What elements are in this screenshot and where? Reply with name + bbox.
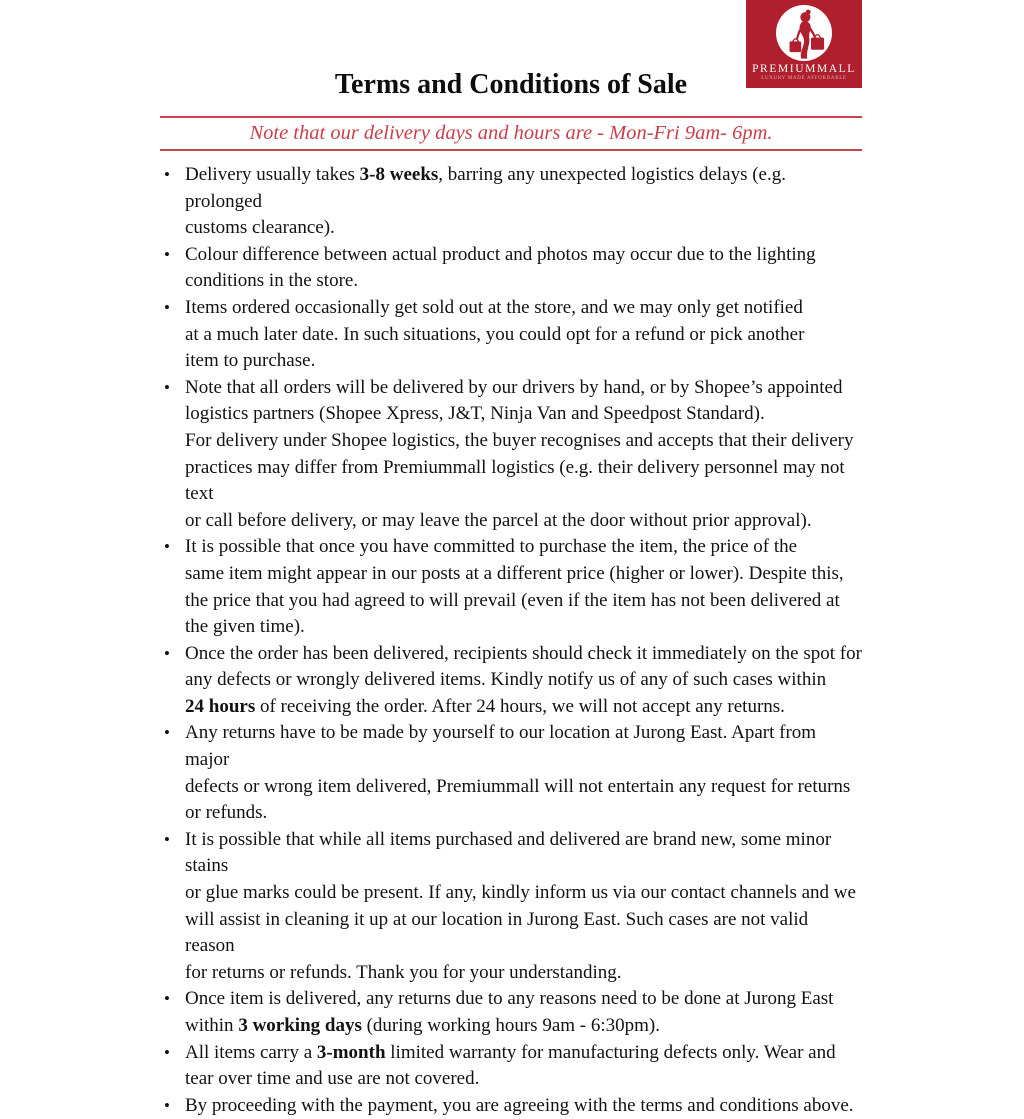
term-item [160, 162, 862, 242]
bullet-icon: • [164, 1042, 170, 1062]
term-text: By proceeding with the payment, you are agreeing with the terms and conditions above. [185, 1094, 854, 1116]
term-item [160, 641, 862, 721]
term-item [160, 375, 862, 535]
term-item [160, 720, 862, 826]
divider-line-bottom [160, 149, 862, 151]
term-item [160, 827, 862, 987]
document-content [160, 0, 862, 1119]
bullet-icon: • [164, 297, 170, 317]
bullet-icon: • [164, 643, 170, 663]
terms-list [160, 162, 862, 1119]
term-text: Note that all orders will be delivered by our drivers by hand, or by Shopee’s appointed logistics partners (Shopee Xpress, J&T, Ninja Van and Speedpost Standard). For delivery under Shopee logistics, the buyer recognises and accepts that their delivery practices may differ from Premiummall logistics (e.g. their delivery personnel may not text or call before delivery, or may leave the parcel at the door without prior approval). [185, 376, 854, 531]
page-title: Terms and Conditions of Sale [334, 69, 688, 100]
term-text: Any returns have to be made by yourself to our location at Jurong East. Apart from major defects or wrong item delivered, Premiummall will not entertain any request for returns or refunds. [185, 722, 851, 824]
bullet-icon: • [164, 829, 170, 849]
term-text: Once item is delivered, any returns due to any reasons need to be done at Jurong East within 3 working days (during working hours 9am - 6:30pm). [185, 988, 834, 1036]
term-item [160, 242, 862, 295]
term-text: Delivery usually takes 3-8 weeks, barring any unexpected logistics delays (e.g. prolonged customs clearance). [185, 164, 786, 239]
term-text: Items ordered occasionally get sold out at the store, and we may only get notified at a much later date. In such situations, you could opt for a refund or pick another item to purchase. [185, 296, 805, 372]
term-item [160, 1040, 862, 1093]
bullet-icon: • [164, 165, 170, 184]
term-text: All items carry a 3-month limited warranty for manufacturing defects only. Wear and tear over time and use are not covered. [185, 1041, 836, 1090]
logo-brand-name: PREMIUMMALL [752, 63, 856, 75]
bullet-icon: • [164, 989, 170, 1009]
term-item [160, 1093, 862, 1119]
term-text: Once the order has been delivered, recipients should check it immediately on the spot for any defects or wrongly delivered items. Kindly notify us of any of such cases within 24 hours of receiving the order. After 24 hours, we will not accept any returns. [185, 642, 862, 717]
term-item [160, 295, 862, 375]
delivery-notice: Note that our delivery days and hours are - Mon-Fri 9am- 6pm. [249, 122, 773, 144]
term-text: Colour difference between actual product and photos may occur due to the lighting conditions in the store. [185, 243, 816, 292]
term-text: It is possible that once you have committed to purchase the item, the price of the same item might appear in our posts at a different price (higher or lower). Despite this, the price that you had agreed to will prevail (even if the item has not been delivered at the given time). [185, 536, 844, 638]
term-item [160, 986, 862, 1039]
bullet-icon: • [164, 244, 170, 264]
bullet-icon: • [164, 377, 170, 397]
bullet-icon: • [164, 1095, 170, 1115]
term-text: It is possible that while all items purchased and delivered are brand new, some minor stains or glue marks could be present. If any, kindly inform us via our contact channels and we will assist in cleaning it up at our location in Jurong East. Such cases are not valid reason for returns or refunds. Thank you for your understanding. [185, 828, 856, 983]
bullet-icon: • [164, 723, 170, 743]
term-item [160, 534, 862, 640]
bullet-icon: • [164, 537, 170, 557]
logo-tagline: LUXURY MADE AFFORDABLE [761, 76, 847, 81]
